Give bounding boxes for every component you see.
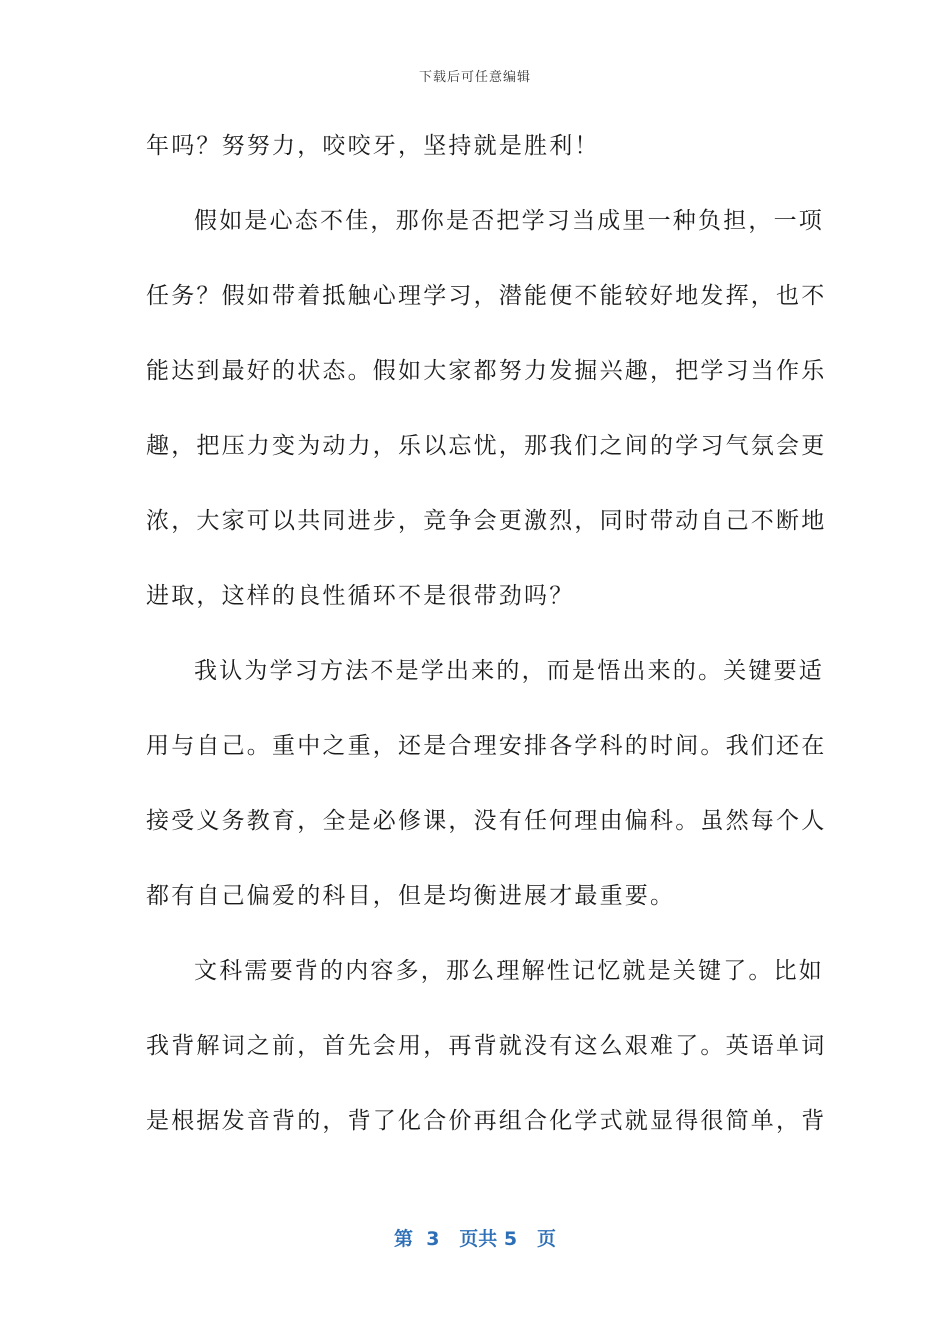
paragraph-first-line: 文科需要背的内容多，那么理解性记忆就是关键了。比如 xyxy=(194,958,824,984)
text-line: 接受义务教育，全是必修课，没有任何理由偏科。虽然每个人 xyxy=(146,808,827,834)
text-line: 都有自己偏爱的科目，但是均衡进展才最重要。 xyxy=(146,883,676,909)
text-line: 任务？假如带着抵触心理学习，潜能便不能较好地发挥，也不 xyxy=(146,283,827,309)
paragraph-first-line: 假如是心态不佳，那你是否把学习当成里一种负担，一项 xyxy=(194,208,824,234)
text-line: 能达到最好的状态。假如大家都努力发掘兴趣，把学习当作乐 xyxy=(146,358,827,384)
text-line: 趣，把压力变为动力，乐以忘忧，那我们之间的学习气氛会更 xyxy=(146,433,827,459)
page-header: 下载后可任意编辑 xyxy=(418,70,531,85)
text-line: 年吗？努努力，咬咬牙，坚持就是胜利！ xyxy=(146,133,600,159)
text-line: 我背解词之前，首先会用，再背就没有这么艰难了。英语单词 xyxy=(146,1033,827,1059)
text-line: 用与自己。重中之重，还是合理安排各学科的时间。我们还在 xyxy=(146,733,827,759)
document-body xyxy=(146,118,827,1168)
text-line: 进取，这样的良性循环不是很带劲吗？ xyxy=(146,583,575,609)
paragraph-first-line: 我认为学习方法不是学出来的，而是悟出来的。关键要适 xyxy=(194,658,824,684)
page-number-footer: 第 3 页共 5 页 xyxy=(394,1228,556,1250)
text-line: 是根据发音背的，背了化合价再组合化学式就显得很简单，背 xyxy=(146,1108,827,1134)
text-line: 浓，大家可以共同进步，竞争会更激烈，同时带动自己不断地 xyxy=(146,508,827,534)
